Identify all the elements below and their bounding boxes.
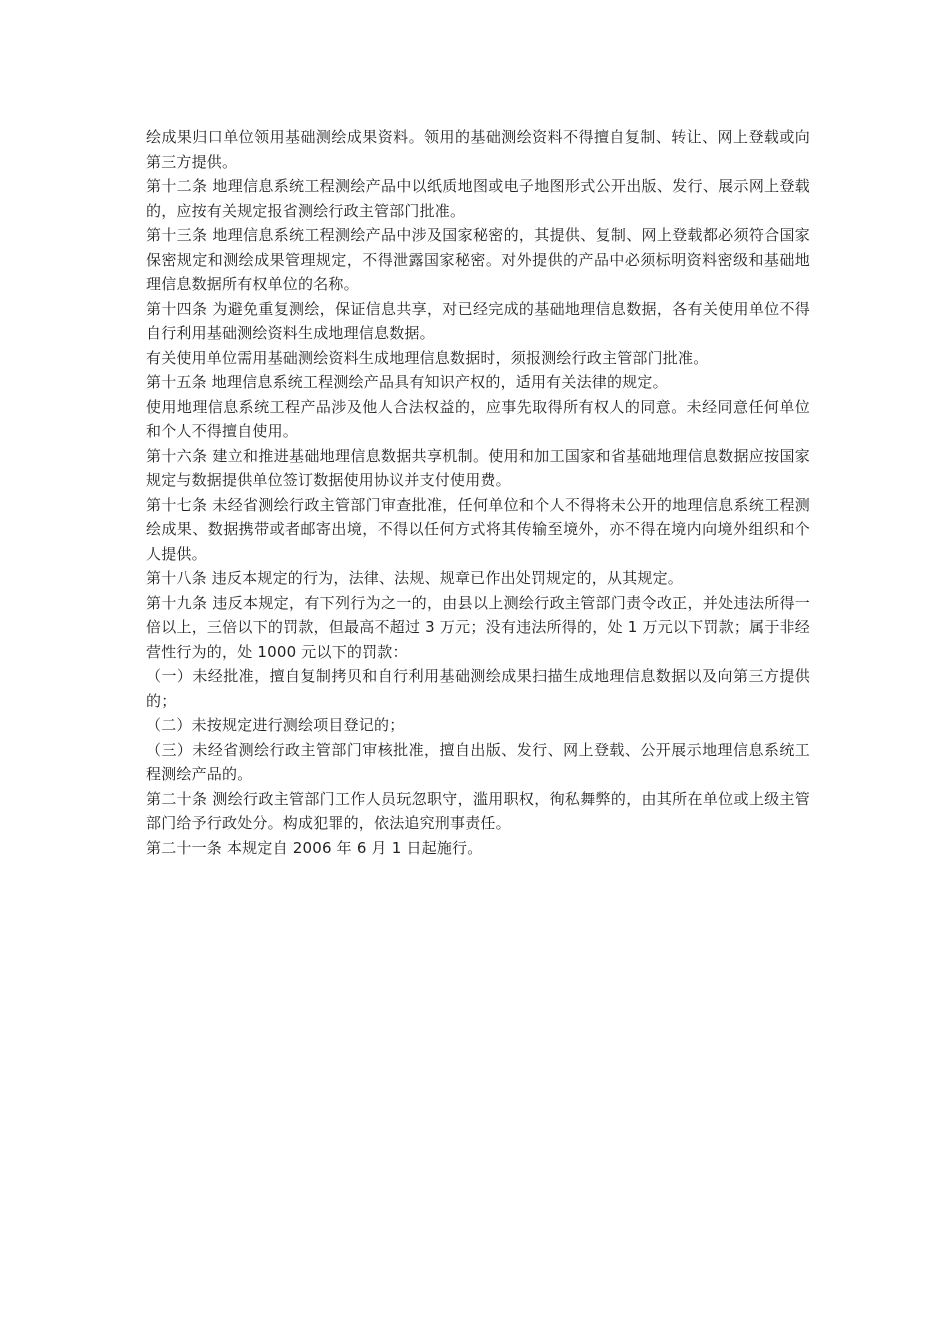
article-14: 第十四条 为避免重复测绘，保证信息共享，对已经完成的基础地理信息数据，各有关使用单位不得自行利用基础测绘资料生成地理信息数据。: [146, 299, 810, 342]
article-12: 第十二条 地理信息系统工程测绘产品中以纸质地图或电子地图形式公开出版、发行、展示网上登载的，应按有关规定报省测绘行政主管部门批准。: [146, 177, 810, 220]
document-body: [146, 125, 810, 860]
article-14-clause: 有关使用单位需用基础测绘资料生成地理信息数据时，须报测绘行政主管部门批准。: [146, 348, 709, 367]
article-16: 第十六条 建立和推进基础地理信息数据共享机制。使用和加工国家和省基础地理信息数据应按国家规定与数据提供单位签订数据使用协议并支付使用费。: [146, 446, 810, 489]
article-19-item-1: （一）未经批准，擅自复制拷贝和自行利用基础测绘成果扫描生成地理信息数据以及向第三方提供的；: [146, 667, 810, 710]
paragraph-continuation: 绘成果归口单位领用基础测绘成果资料。领用的基础测绘资料不得擅自复制、转让、网上登载或向第三方提供。: [146, 128, 810, 171]
article-19: 第十九条 违反本规定，有下列行为之一的，由县以上测绘行政主管部门责令改正，并处违法所得一倍以上，三倍以下的罚款，但最高不超过 3 万元；没有违法所得的，处 1 万元以下罚款；属于非经营性行为的，处 1000 元以下的罚款：: [146, 593, 810, 661]
article-17: 第十七条 未经省测绘行政主管部门审查批准，任何单位和个人不得将未公开的地理信息系统工程测绘成果、数据携带或者邮寄出境，不得以任何方式将其传输至境外，亦不得在境内向境外组织和个人提供。: [146, 495, 810, 563]
article-21: 第二十一条 本规定自 2006 年 6 月 1 日起施行。: [146, 838, 483, 857]
article-15-clause: 使用地理信息系统工程产品涉及他人合法权益的，应事先取得所有权人的同意。未经同意任何单位和个人不得擅自使用。: [146, 397, 810, 440]
article-19-item-3: （三）未经省测绘行政主管部门审核批准，擅自出版、发行、网上登载、公开展示地理信息系统工程测绘产品的。: [146, 740, 810, 783]
article-15: 第十五条 地理信息系统工程测绘产品具有知识产权的，适用有关法律的规定。: [146, 373, 668, 391]
article-19-item-2: （二）未按规定进行测绘项目登记的；: [146, 716, 405, 734]
article-13: 第十三条 地理信息系统工程测绘产品中涉及国家秘密的，其提供、复制、网上登载都必须符合国家保密规定和测绘成果管理规定，不得泄露国家秘密。对外提供的产品中必须标明资料密级和基础地理信息数据所有权单位的名称。: [146, 226, 810, 293]
article-20: 第二十条 测绘行政主管部门工作人员玩忽职守，滥用职权，徇私舞弊的，由其所在单位或上级主管部门给予行政处分。构成犯罪的，依法追究刑事责任。: [146, 789, 810, 832]
article-18: 第十八条 违反本规定的行为，法律、法规、规章已作出处罚规定的，从其规定。: [146, 569, 683, 587]
